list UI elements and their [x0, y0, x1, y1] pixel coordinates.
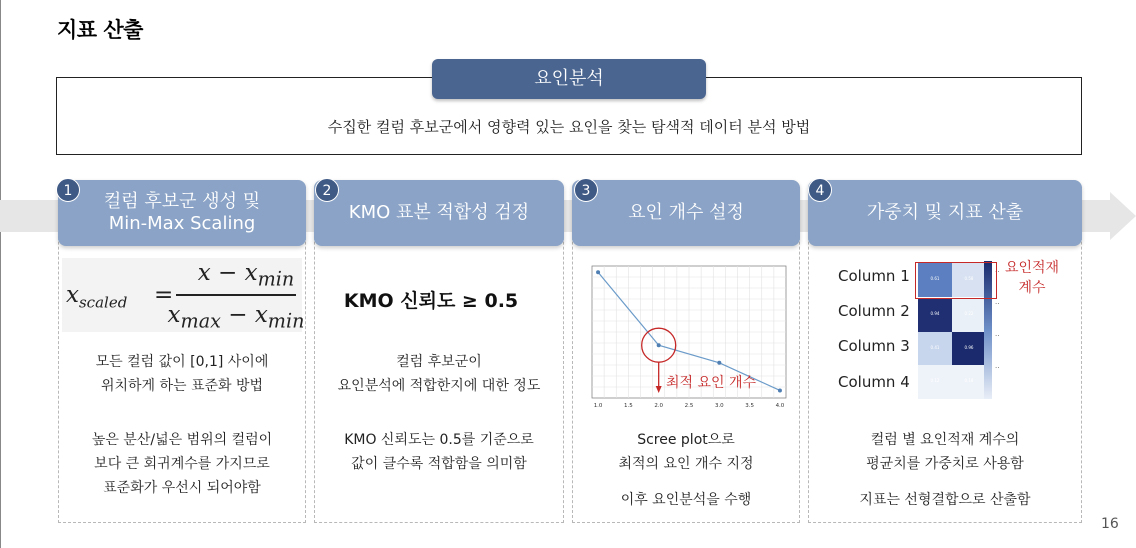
step-1-title-line2: Min-Max Scaling: [108, 213, 256, 234]
heatmap-cell: [952, 332, 986, 366]
formula-fraction-bar: [176, 294, 296, 296]
heatmap-cell: [918, 365, 952, 399]
step-1-title-line1: 컬럼 후보군 생성 및: [103, 190, 261, 212]
formula-lhs: $x_{scaled}$: [66, 282, 128, 312]
step-4-description-2: 지표는 선형결합으로 산출함: [859, 492, 1031, 508]
scree-point-2: [657, 343, 661, 347]
step-2-description-1: 컬럼 후보군이 요인분석에 적합한지에 대한 정도: [337, 354, 541, 394]
heatmap-colorbar-tick: ..: [995, 362, 1000, 370]
heatmap-row-label-2: Column 2: [838, 302, 910, 320]
heatmap-cell: [918, 332, 952, 366]
step-1-description-1: 모든 컬럼 값이 [0,1] 사이에 위치하게 하는 표준화 방법: [95, 354, 269, 394]
heatmap-cell-value: 0.12: [930, 378, 940, 383]
heatmap-cell: [952, 365, 986, 399]
heatmap-colorbar-tick: ..: [995, 298, 1000, 306]
kmo-condition: KMO 신뢰도 ≥ 0.5: [343, 290, 519, 312]
step-3-description-2: 이후 요인분석을 수행: [620, 492, 752, 508]
step-3-header: 요인 개수 설정: [572, 180, 800, 246]
step-3-number-badge: 3: [574, 178, 598, 202]
heatmap-cell: [952, 298, 986, 332]
heatmap-cell-value: 0.18: [964, 378, 974, 383]
heatmap-cell: [918, 298, 952, 332]
heatmap-cell-value: 0.96: [964, 345, 974, 350]
definition-label: 요인분석: [432, 59, 706, 99]
scree-x-tick-label: 2.0: [654, 403, 664, 409]
scree-point-4: [778, 388, 782, 392]
formula-numerator: $x - x_{min}$: [197, 260, 295, 291]
flow-arrow-head-icon: [1110, 192, 1136, 240]
formula-equals: =: [154, 282, 174, 308]
scree-x-tick-label: 1.5: [624, 403, 633, 409]
heatmap-row-label-1: Column 1: [838, 267, 910, 285]
step-1-header: [58, 180, 306, 246]
scree-x-tick-label: 2.5: [684, 403, 694, 409]
scree-x-tick-label: 3.0: [714, 403, 724, 409]
heatmap-cell-value: 0.41: [930, 345, 940, 350]
step-2-header: KMO 표본 적합성 검정: [314, 180, 564, 246]
scree-x-tick-label: 1.0: [593, 403, 603, 409]
definition-text: 수집한 컬럼 후보군에서 영향력 있는 요인을 찾는 탐색적 데이터 분석 방법: [327, 118, 811, 136]
loading-highlight-label: 요인적재 계수: [1004, 260, 1060, 296]
scree-point-1: [596, 270, 600, 274]
heatmap-cell-value: 0.94: [930, 311, 940, 316]
optimal-factor-annotation: 최적 요인 개수: [666, 375, 757, 391]
step-2-description-2: KMO 신뢰도는 0.5를 기준으로 값이 클수록 적합함을 의미함: [344, 432, 534, 472]
heatmap-row-label-3: Column 3: [838, 337, 910, 355]
heatmap-row-label-4: Column 4: [838, 373, 910, 391]
step-4-header: 가중치 및 지표 산출: [808, 180, 1082, 246]
page-title: 지표 산출: [57, 18, 143, 42]
formula-denominator: $x_{max} - x_{min}$: [167, 302, 305, 333]
page-number: 16: [1101, 516, 1119, 532]
minmax-formula: [62, 258, 305, 333]
loading-highlight-box: [915, 262, 1000, 299]
slide-left-border: [0, 0, 1, 548]
step-4-description-1: 컬럼 별 요인적재 계수의 평균치를 가중치로 사용함: [866, 432, 1024, 472]
step-3-description-1: Scree plot으로 최적의 요인 개수 지정: [618, 432, 754, 472]
scree-x-tick-label: 3.5: [745, 403, 754, 409]
scree-x-tick-label: 4.0: [775, 403, 785, 409]
heatmap-colorbar-tick: ..: [995, 330, 1000, 338]
step-2-number-badge: 2: [315, 178, 339, 202]
heatmap-cell-value: 0.22: [964, 311, 974, 316]
scree-point-3: [717, 361, 721, 365]
step-1-number-badge: 1: [56, 178, 80, 202]
heatmap-cell-value: 0.61: [930, 276, 940, 281]
step-1-description-2: 높은 분산/넓은 범위의 컬럼이 보다 큰 회귀계수를 가지므로 표준화가 우선시 되어야함: [91, 432, 273, 496]
heatmap-cell-value: 0.58: [964, 276, 974, 281]
step-4-number-badge: 4: [808, 178, 832, 202]
heatmap-colorbar-tick: ..: [995, 266, 1000, 274]
